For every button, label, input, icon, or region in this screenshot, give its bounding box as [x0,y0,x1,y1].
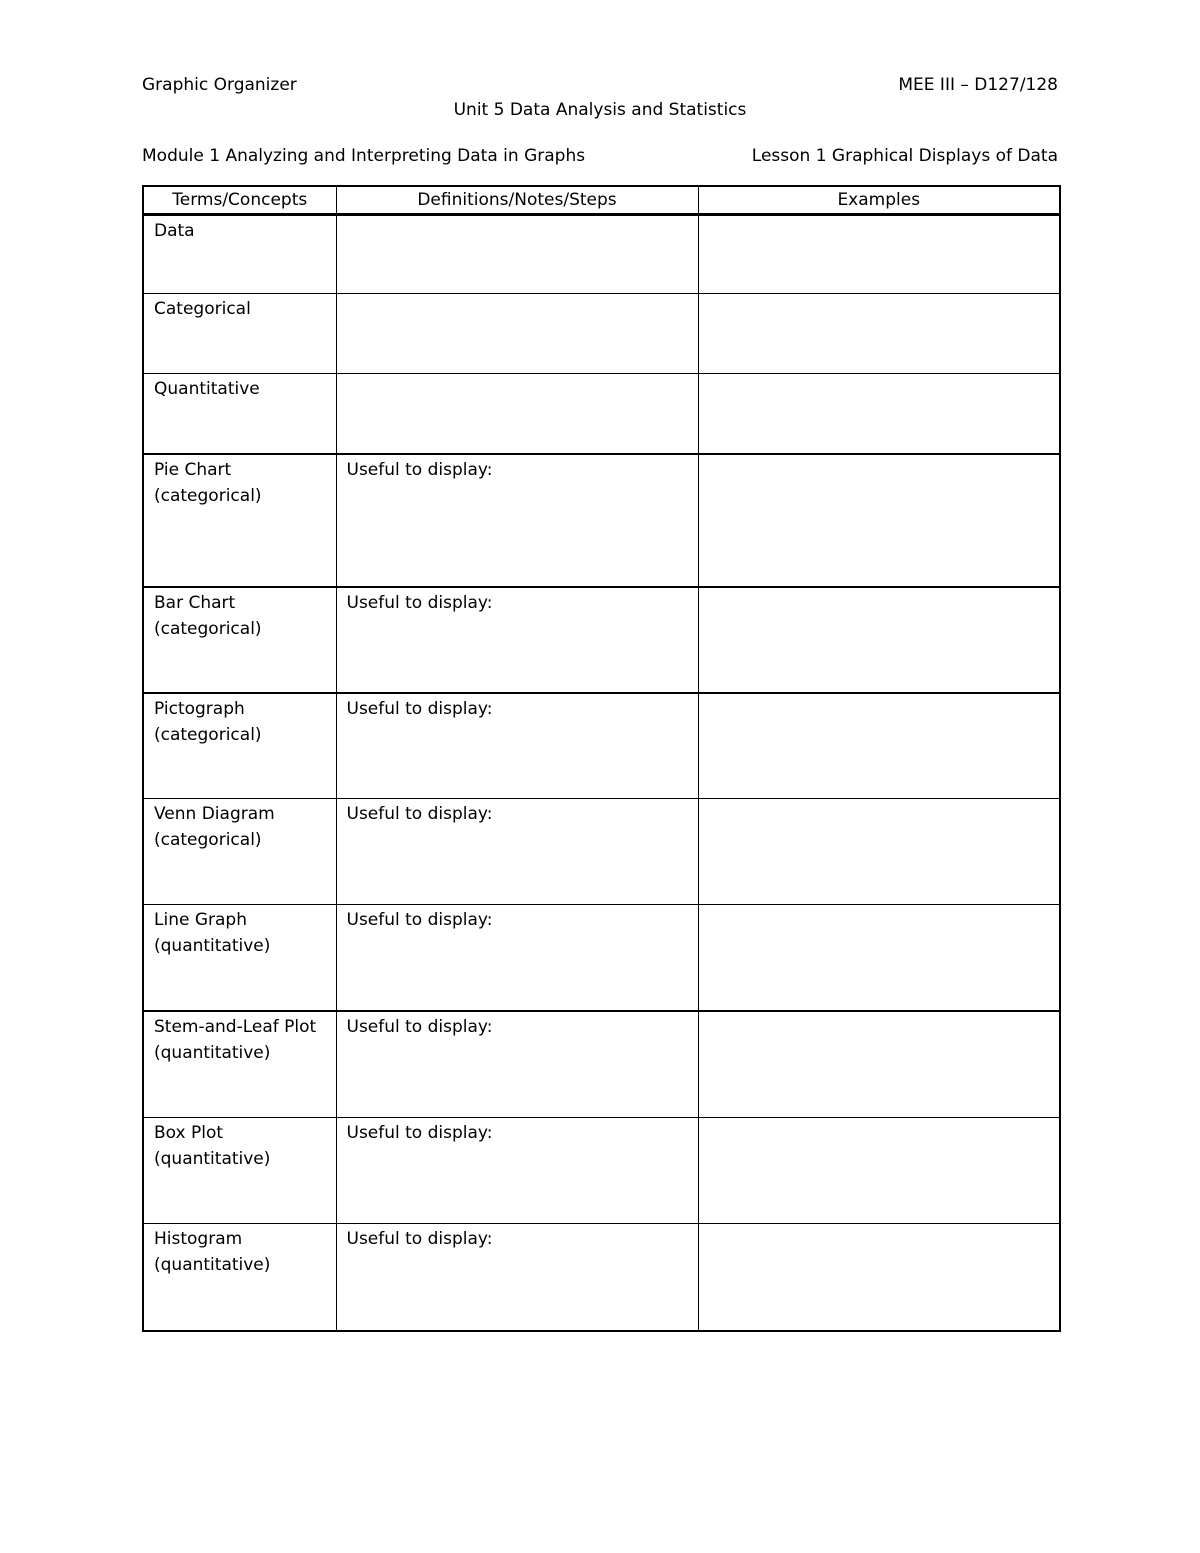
table-row [143,799,1060,905]
term-cell [143,1224,336,1331]
term-type-label: (categorical) [154,724,262,745]
table-row [143,1011,1060,1118]
term-label: Pictograph [154,698,245,719]
notes-prompt: Useful to display: [346,1123,493,1143]
notes-prompt: Useful to display: [346,804,493,824]
notes-cell[interactable] [336,799,698,905]
example-cell[interactable] [698,1224,1060,1331]
term-label: Pie Chart [154,459,232,480]
column-header-definitions: Definitions/Notes/Steps [336,186,698,215]
term-type-label: (quantitative) [154,936,271,956]
example-cell[interactable] [698,454,1060,587]
table-row [143,294,1060,374]
table-row [143,693,1060,799]
term-cell [143,215,336,294]
notes-prompt: Useful to display: [346,698,493,719]
notes-prompt: Useful to display: [346,459,493,480]
term-type-label: (categorical) [154,830,262,850]
term-cell [143,374,336,454]
example-cell[interactable] [698,587,1060,693]
notes-cell[interactable] [336,1118,698,1224]
term-cell [143,1118,336,1224]
column-header-examples: Examples [698,186,1060,215]
table-row [143,1118,1060,1224]
table-row [143,454,1060,587]
unit-title: Unit 5 Data Analysis and Statistics [453,100,747,120]
term-type-label: (quantitative) [154,1042,271,1063]
notes-cell[interactable] [336,587,698,693]
example-cell[interactable] [698,294,1060,374]
term-label: Line Graph [154,910,247,930]
term-label: Stem-and-Leaf Plot [154,1016,317,1037]
term-label: Histogram [154,1229,243,1249]
notes-cell[interactable] [336,374,698,454]
term-type-label: (quantitative) [154,1255,271,1275]
notes-cell[interactable] [336,1224,698,1331]
term-type-label: (categorical) [154,485,262,506]
example-cell[interactable] [698,799,1060,905]
example-cell[interactable] [698,905,1060,1011]
table-row [143,1224,1060,1331]
example-cell[interactable] [698,1118,1060,1224]
notes-cell[interactable] [336,215,698,294]
lesson-title: Lesson 1 Graphical Displays of Data [751,146,1058,166]
term-label: Data [154,221,195,241]
example-cell[interactable] [698,1011,1060,1118]
example-cell[interactable] [698,374,1060,454]
notes-cell[interactable] [336,905,698,1011]
term-label: Box Plot [154,1123,224,1143]
term-cell [143,799,336,905]
table-header-row [143,186,1060,215]
table-row [143,215,1060,294]
notes-cell[interactable] [336,294,698,374]
example-cell[interactable] [698,693,1060,799]
course-code: MEE III – D127/128 [898,75,1058,95]
notes-cell[interactable] [336,693,698,799]
table-row [143,374,1060,454]
term-label: Categorical [154,299,251,319]
term-cell [143,905,336,1011]
notes-prompt: Useful to display: [346,592,493,613]
module-title: Module 1 Analyzing and Interpreting Data in Graphs [142,146,586,166]
term-cell [143,587,336,693]
term-cell [143,1011,336,1118]
document-label: Graphic Organizer [142,75,297,95]
example-cell[interactable] [698,215,1060,294]
term-label: Bar Chart [154,592,236,613]
term-label: Venn Diagram [154,804,275,824]
column-header-terms: Terms/Concepts [143,186,336,215]
term-cell [143,693,336,799]
notes-prompt: Useful to display: [346,1016,493,1037]
term-type-label: (categorical) [154,618,262,639]
notes-prompt: Useful to display: [346,910,493,930]
term-cell [143,454,336,587]
notes-cell[interactable] [336,1011,698,1118]
table-row [143,905,1060,1011]
term-label: Quantitative [154,379,260,399]
term-cell [143,294,336,374]
term-type-label: (quantitative) [154,1149,271,1169]
graphic-organizer-table [142,185,1061,1332]
notes-cell[interactable] [336,454,698,587]
notes-prompt: Useful to display: [346,1229,493,1249]
table-row [143,587,1060,693]
